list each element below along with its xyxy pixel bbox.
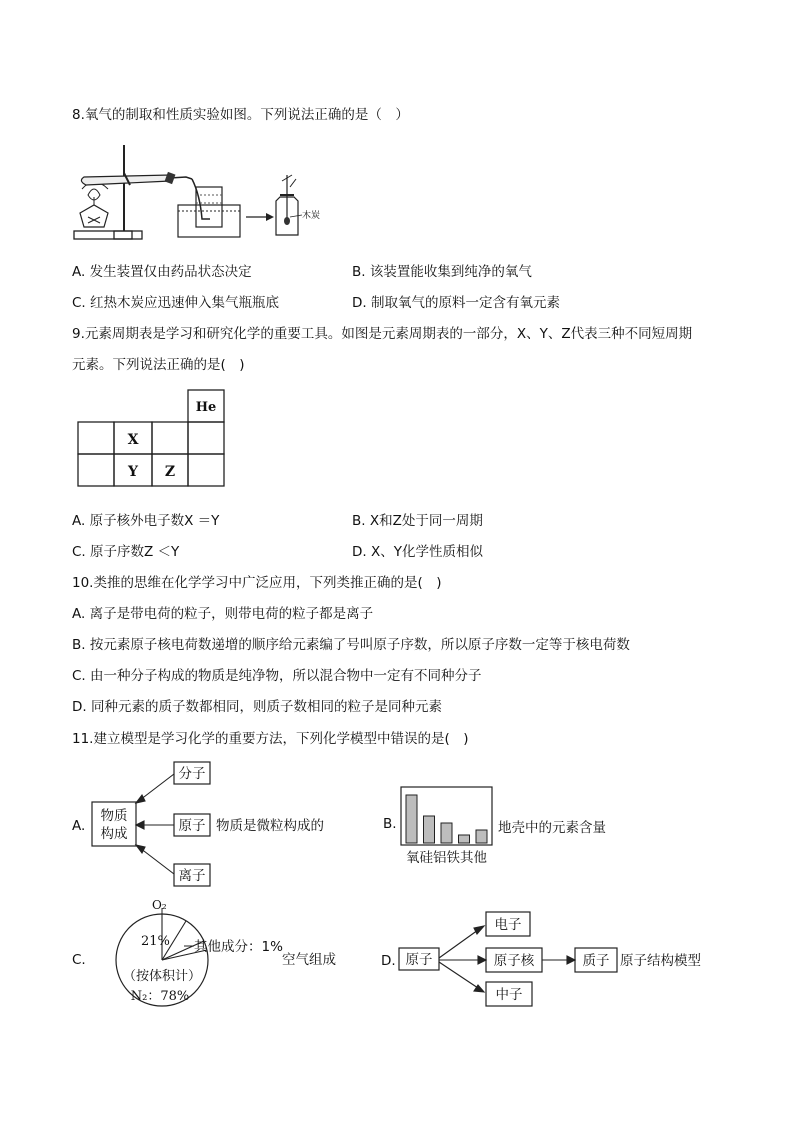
q10-option-a: A. 离子是带电荷的粒子，则带电荷的粒子都是离子 xyxy=(72,606,374,622)
q11-c-caption: 空气组成 xyxy=(282,952,336,968)
q8-option-a: A. 发生装置仅由药品状态决定 xyxy=(72,264,252,280)
q11-b-categories: 氧硅铝铁其他 xyxy=(406,850,487,866)
q9-option-d: D. X、Y化学性质相似 xyxy=(352,544,483,560)
q11-stem: 11.建立模型是学习化学的重要方法，下列化学模型中错误的是( ) xyxy=(72,731,469,747)
q8-option-d: D. 制取氧气的原料一定含有氧元素 xyxy=(352,295,560,311)
q8-option-b: B. 该装置能收集到纯净的氧气 xyxy=(352,264,532,280)
q8-apparatus-figure xyxy=(70,135,321,245)
q10-stem: 10.类推的思维在化学学习中广泛应用，下列类推正确的是( ) xyxy=(72,575,442,591)
q11-d-caption: 原子结构模型 xyxy=(620,953,701,969)
q10-option-d: D. 同种元素的质子数都相同，则质子数相同的粒子是同种元素 xyxy=(72,699,442,715)
q11-c-n2: N₂：78% xyxy=(130,989,190,1004)
q8-option-c: C. 红热木炭应迅速伸入集气瓶瓶底 xyxy=(72,295,280,311)
bar-硅 xyxy=(424,816,435,843)
q8-charcoal-label: 木炭 xyxy=(302,211,321,221)
q9-cell-he: He xyxy=(195,400,217,415)
bar-铝 xyxy=(441,823,452,843)
q10-option-c: C. 由一种分子构成的物质是纯净物，所以混合物中一定有不同种分子 xyxy=(72,668,482,684)
q8-stem: 8.氧气的制取和性质实验如图。下列说法正确的是（ ） xyxy=(72,107,409,123)
q9-stem-line1: 9.元素周期表是学习和研究化学的重要工具。如图是元素周期表的一部分，X、Y、Z代表三种不同短周期 xyxy=(72,326,693,342)
q11-d-electron: 电子 xyxy=(494,917,522,933)
q9-option-b: B. X和Z处于同一周期 xyxy=(352,513,483,529)
q9-cell-z: Z xyxy=(164,464,176,480)
q11-a-molecule: 分子 xyxy=(178,766,206,782)
q11-a-caption: 物质是微粒构成的 xyxy=(216,818,324,834)
q11-d-neutron: 中子 xyxy=(495,987,523,1003)
q11-c-basis: （按体积计） xyxy=(122,969,202,984)
q11-b-bar-chart xyxy=(400,786,494,848)
q11-c-label: C. xyxy=(72,952,86,968)
bar-氧 xyxy=(406,795,417,843)
q11-b-bars xyxy=(406,795,487,843)
q11-model-d xyxy=(378,908,718,1008)
q11-d-proton: 质子 xyxy=(582,953,610,969)
q11-b-caption: 地壳中的元素含量 xyxy=(498,820,606,836)
q9-stem-line2: 元素。下列说法正确的是( ) xyxy=(72,357,245,373)
bar-铁 xyxy=(459,835,470,843)
q9-cell-x: X xyxy=(127,432,139,448)
q11-d-nucleus: 原子核 xyxy=(493,953,535,969)
q11-a-center-line2: 构成 xyxy=(100,826,128,842)
q11-c-pct21: 21% xyxy=(141,934,170,949)
q9-option-c: C. 原子序数Z ＜Y xyxy=(72,544,180,560)
q10-option-b: B. 按元素原子核电荷数递增的顺序给元素编了号叫原子序数，所以原子序数一定等于核电荷数 xyxy=(72,637,630,653)
q11-a-ion: 离子 xyxy=(178,868,206,884)
q11-d-label: D. xyxy=(381,953,396,969)
q9-periodic-table xyxy=(76,388,226,488)
bar-其他 xyxy=(476,830,487,843)
q11-a-atom: 原子 xyxy=(178,818,206,834)
q11-c-other: 其他成分：1% xyxy=(194,939,283,955)
q9-option-a: A. 原子核外电子数X ＝Y xyxy=(72,513,220,529)
q11-a-label: A. xyxy=(72,818,86,834)
q11-model-c xyxy=(66,898,356,1010)
q11-d-atom: 原子 xyxy=(405,952,433,968)
q9-cell-y: Y xyxy=(128,464,138,480)
q11-a-center-line1: 物质 xyxy=(100,808,128,824)
q11-c-o2: O₂ xyxy=(152,898,167,912)
q11-model-a xyxy=(66,758,346,888)
q11-b-label: B. xyxy=(383,816,397,832)
